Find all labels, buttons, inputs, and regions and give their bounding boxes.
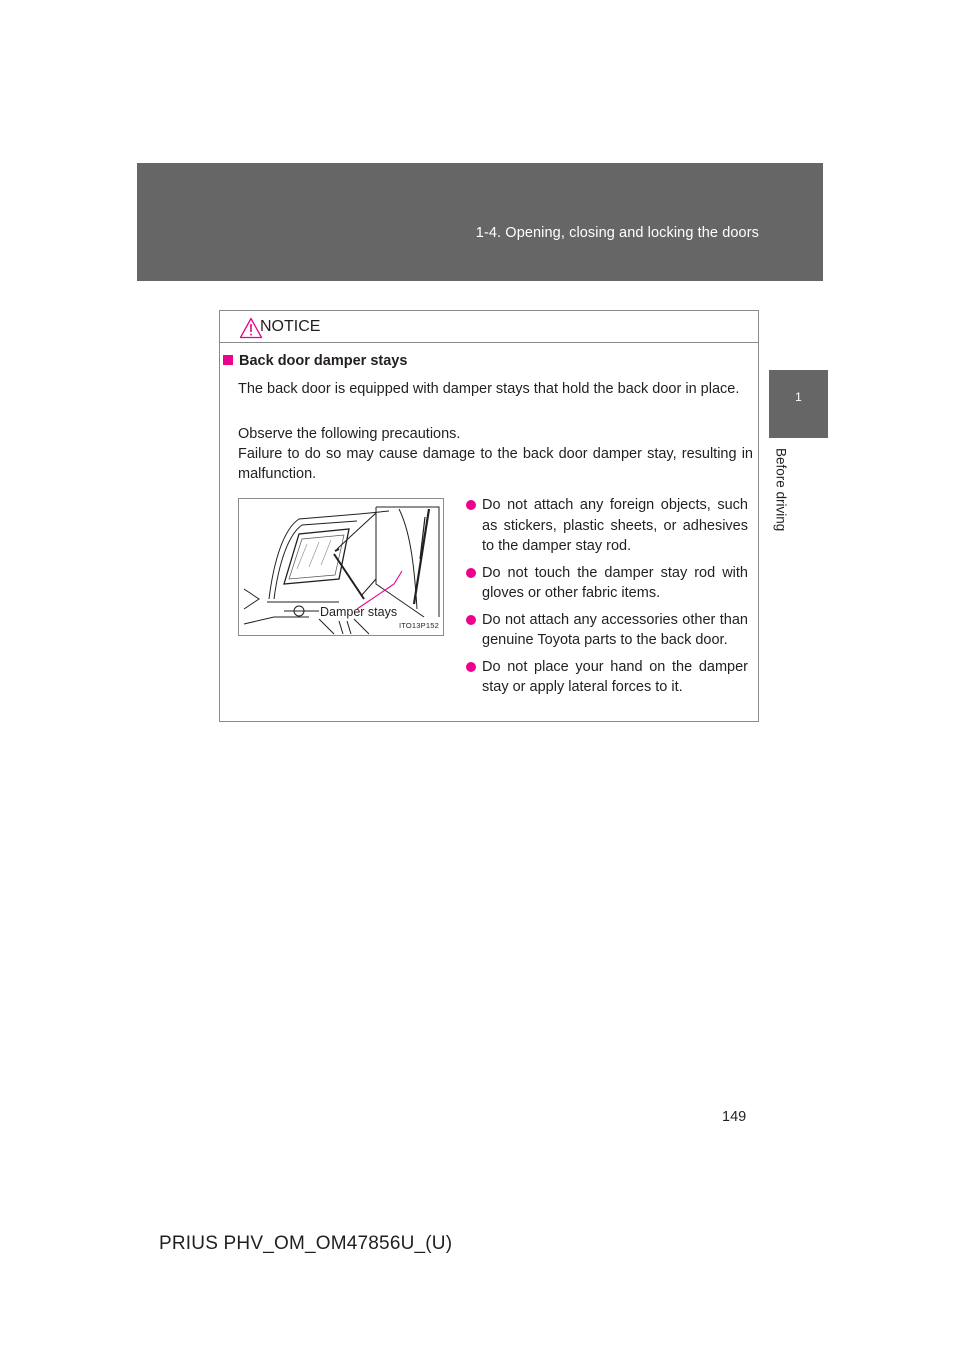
notice-header bbox=[220, 311, 758, 343]
list-item bbox=[465, 610, 748, 651]
list-item-text: Do not attach any accessories other than genuine Toyota parts to the back door. bbox=[482, 611, 748, 648]
page-number: 149 bbox=[722, 1109, 747, 1125]
chapter-label bbox=[771, 448, 791, 558]
notice-title: NOTICE bbox=[260, 318, 321, 335]
section-title-text: Back door damper stays bbox=[239, 353, 408, 369]
paragraph-precautions: Observe the following precautions. Failure to do so may cause damage to the back door damper stay, resulting in malfunction. bbox=[238, 426, 753, 482]
section-header-title: 1-4. Opening, closing and locking the doors bbox=[475, 225, 759, 241]
paragraph-damper-description: The back door is equipped with damper stays that hold the back door in place. bbox=[238, 381, 740, 397]
document-code: PRIUS PHV_OM_OM47856U_(U) bbox=[159, 1233, 453, 1254]
section-title bbox=[223, 353, 407, 369]
header-band bbox=[137, 163, 823, 281]
figure-label: Damper stays bbox=[320, 605, 398, 619]
list-item-text: Do not touch the damper stay rod with gloves or other fabric items. bbox=[482, 564, 748, 601]
notice-box bbox=[219, 310, 759, 722]
round-bullet-icon bbox=[466, 568, 476, 578]
square-bullet-icon bbox=[223, 355, 233, 365]
chapter-label-text: Before driving bbox=[773, 448, 789, 532]
list-item bbox=[465, 563, 748, 604]
list-item-text: Do not attach any foreign objects, such as stickers, plastic sheets, or adhesives to the damper stay rod. bbox=[482, 497, 748, 554]
list-item bbox=[465, 657, 748, 698]
chapter-tab bbox=[769, 370, 828, 438]
round-bullet-icon bbox=[466, 500, 476, 510]
round-bullet-icon bbox=[466, 615, 476, 625]
list-item-text: Do not place your hand on the damper stay or apply lateral forces to it. bbox=[482, 658, 748, 695]
precaution-list bbox=[465, 495, 748, 704]
figure-code: ITO13P152 bbox=[398, 621, 439, 630]
back-door-illustration bbox=[238, 498, 444, 636]
chapter-number: 1 bbox=[795, 390, 802, 404]
round-bullet-icon bbox=[466, 662, 476, 672]
list-item bbox=[465, 495, 748, 557]
